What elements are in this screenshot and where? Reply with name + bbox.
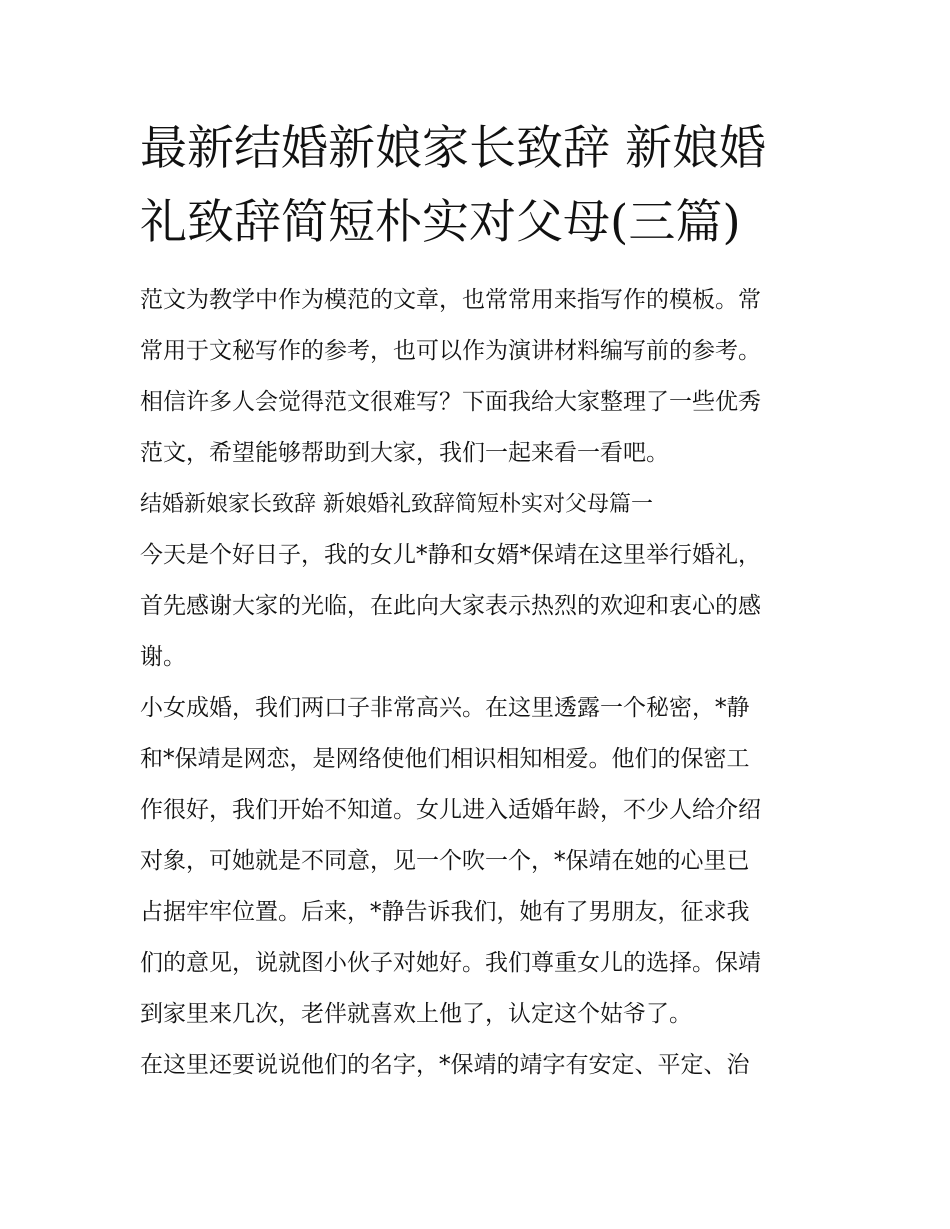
- body-line: 到家里来几次，老伴就喜欢上他了，认定这个姑爷了。: [140, 1001, 692, 1027]
- document-body: [140, 275, 830, 1091]
- title-line: 最新结婚新娘家长致辞 新娘婚: [140, 121, 766, 176]
- body-line: 占据牢牢位置。后来，*静告诉我们，她有了男朋友，征求我: [140, 899, 750, 925]
- body-line: 在这里还要说说他们的名字，*保靖的靖字有安定、平定、治: [140, 1052, 750, 1078]
- body-line: 谢。: [140, 644, 186, 670]
- body-line: 今天是个好日子，我的女儿*静和女婿*保靖在这里举行婚礼，: [140, 542, 761, 568]
- body-line: 相信许多人会觉得范文很难写？下面我给大家整理了一些优秀: [140, 389, 761, 415]
- body-line: 们的意见，说就图小伙子对她好。我们尊重女儿的选择。保靖: [140, 950, 761, 976]
- body-line: 和*保靖是网恋，是网络使他们相识相知相爱。他们的保密工: [140, 746, 750, 772]
- body-line: 小女成婚，我们两口子非常高兴。在这里透露一个秘密，*静: [140, 695, 750, 721]
- body-line: 作很好，我们开始不知道。女儿进入适婚年龄，不少人给介绍: [140, 797, 761, 823]
- body-line: 首先感谢大家的光临，在此向大家表示热烈的欢迎和衷心的感: [140, 593, 761, 619]
- body-line: 常用于文秘写作的参考，也可以作为演讲材料编写前的参考。: [140, 338, 761, 364]
- section-heading: 结婚新娘家长致辞 新娘婚礼致辞简短朴实对父母篇一: [140, 492, 653, 517]
- body-line: 对象，可她就是不同意，见一个吹一个，*保靖在她的心里已: [140, 848, 750, 874]
- document-title: [140, 112, 830, 260]
- body-line: 范文，希望能够帮助到大家，我们一起来看一看吧。: [140, 440, 669, 466]
- body-line: 范文为教学中作为模范的文章，也常常用来指写作的模板。常: [140, 287, 761, 313]
- title-line: 礼致辞简短朴实对父母(三篇): [140, 195, 741, 250]
